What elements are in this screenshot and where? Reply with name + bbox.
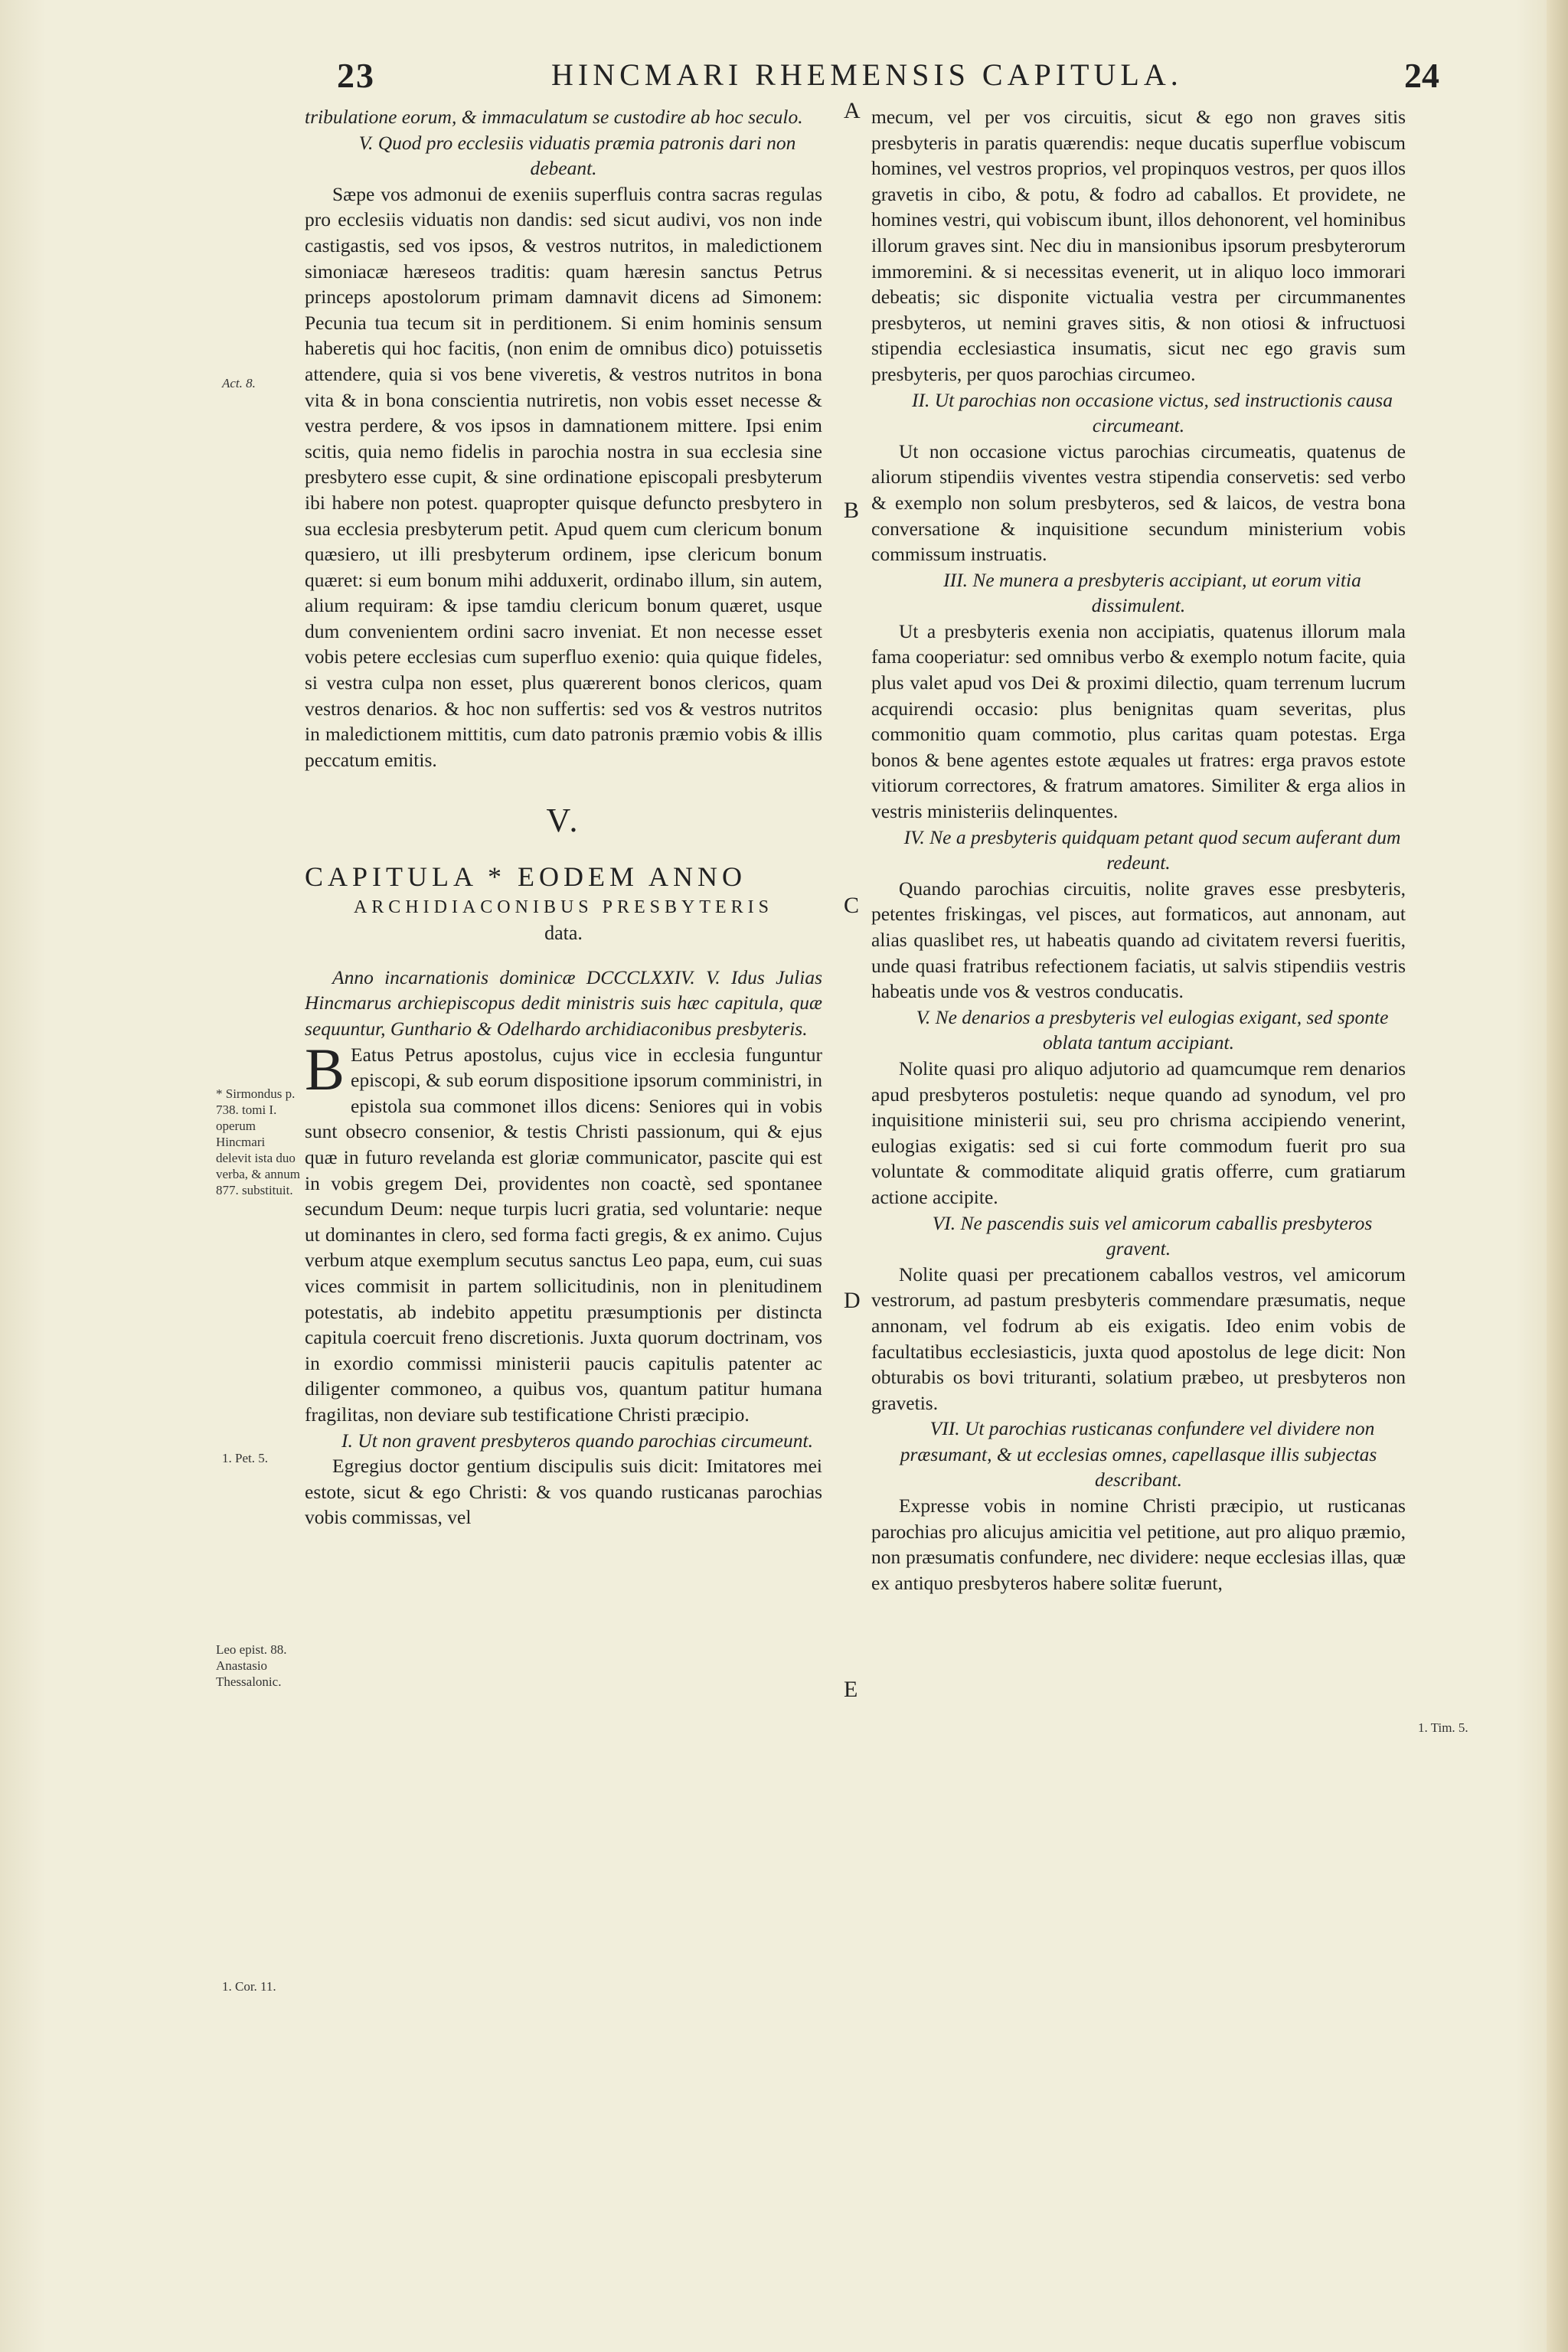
chapter-subtitle-data: data. xyxy=(544,922,583,945)
rubric-heading: V. Quod pro ecclesiis viduatis præmia patronis dari non debeant. xyxy=(358,131,796,180)
paragraph: Expresse vobis in nomine Christi præcipio, ut rusticanas parochias pro alicujus amicitia vel petitione, aut pro aliquo præmio, non præsumatis confundere, nec dividere: neque ecclesias illas, quæ ex antiquo presbyteros habere solitæ fuerunt, xyxy=(871,1494,1406,1594)
left-column xyxy=(305,104,822,2309)
page-edge xyxy=(1547,0,1568,2352)
rubric-heading: VII. Ut parochias rusticanas confundere vel dividere non præsumant, & ut ecclesias omnes, capellasque illis subjectas describant. xyxy=(900,1417,1377,1491)
page-number-right: 24 xyxy=(1404,56,1439,95)
paragraph: Nolite quasi per precationem caballos vestros, vel amicorum vestrorum, ad pastum presbyteris commendare præsumatis, neque annonam, vel fodrum ab eis exigatis. Ideo enim vobis de facultatibus ecclesiasticis, juxta quod apostolus de lege dicit: Non obturabis os bovi trituranti, solatium præbeo, ut presbyteros non gravetis. xyxy=(871,1263,1406,1414)
paragraph: Ut a presbyteris exenia non accipiatis, quatenus illorum mala fama cooperiatur: sed omnibus verbo & exemplo notum facite, quia plus valet apud vos Dei & proximi dilectio, quam terrenum lucrum acquirendi occasio: plus benignitas quam severitas, plus commonitio quam commotio, plus caritas quam potestas. Erga bonos & bene agentes estote æquales ut fratres: erga pravos estote vitiorum correctores, & fratrum amatores. Similiter & erga alios in vestris ministeriis delinquentes. xyxy=(871,619,1406,823)
rubric-heading: II. Ut parochias non occasione victus, sed instructionis causa circumeant. xyxy=(912,388,1393,437)
section-letter-c: C xyxy=(844,893,860,918)
rubric-heading: VI. Ne pascendis suis vel amicorum caballis presbyteros gravent. xyxy=(932,1211,1373,1260)
paragraph xyxy=(305,1035,822,1428)
paragraph: Ut non occasione victus parochias circumeatis, quatenus de aliorum stipendiis viventes vestra stipendia conservetis: sed verbo & exemplo non solum presbyteros, sed & laicos, de vestra bona conversatione & inquisitione secundum ministerium vobis commissum instruatis. xyxy=(871,439,1406,566)
rubric-heading: V. Ne denarios a presbyteris vel eulogias exigant, sed sponte oblata tantum accipiant. xyxy=(916,1005,1389,1054)
margin-note-peter: 1. Pet. 5. xyxy=(222,1451,268,1465)
page-number-left: 23 xyxy=(337,56,375,95)
paragraph: Nolite quasi pro aliquo adjutorio ad quamcumque rem denarios apud presbyteros postuletis: neque quando ad synodum, vel pro inquisitione ministerii sui, seu pro chrisma accipiendo venerint, eulogias exigatis: sed si cui forte commodum fuerit pro sua voluntate & commoditate aliquid gratis offerre, cum gratiarum actione accipite. xyxy=(871,1057,1406,1208)
chapter-subtitle: ARCHIDIACONIBUS PRESBYTERIS xyxy=(353,897,774,917)
page-header xyxy=(337,55,1439,104)
section-letter-b: B xyxy=(844,498,860,523)
rubric-heading: IV. Ne a presbyteris quidquam petant quod secum auferant dum redeunt. xyxy=(903,825,1401,874)
right-column xyxy=(871,104,1406,2309)
section-letter-e: E xyxy=(844,1677,858,1702)
paragraph: Egregius doctor gentium discipulis suis dicit: Imitatores mei estote, sicut & ego Christi: & vos quando rusticanas parochias vobis commissas, vel xyxy=(305,1455,822,1529)
margin-note-cor: 1. Cor. 11. xyxy=(222,1979,276,1994)
section-letter-a: A xyxy=(844,98,861,123)
margin-note-tim: 1. Tim. 5. xyxy=(1418,1720,1468,1735)
paragraph: mecum, vel per vos circuitis, sicut & ego non graves sitis presbyteris in paratis quærendis: neque ducatis superflue vobiscum homines, vel vestros proprios, vel propinquos vestros, per quos illos gravetis in cibo, & potu, & fodro ad caballos. Et providete, ne homines vestri, qui vobiscum ibunt, illos dehonorent, vel hominibus illorum graves sint. Nec diu in mansionibus ipsorum presbyterorum immoremini. & si necessitas evenerit, ut in aliquo loco immorari debeatis; sic disponite victualia vestra per circummanentes presbyteros, ut nemini graves sitis, & non otiosi & infructuosi stipendia ecclesiastica insumatis, sicut nec ego gravis sum presbyteris, per quos parochias circumeo. xyxy=(871,106,1406,385)
paragraph-text: Eatus Petrus apostolus, cujus vice in ecclesia funguntur episcopi, & sub eorum dispositione ipsorum comministri, in epistola sua commonet illos dicens: Seniores qui in vobis sunt obsecro consenior, & testis Christi passionum, qui & ejus quæ in futuro revelanda est gloriæ communicator, pascite qui est in vobis gregem Dei, providentes non coactè, sed spontanee secundum Deum: neque turpis lucri gratia, sed voluntarie: neque ut dominantes in clero, sed forma facti gregis, & ex animo. Cujus verbum atque exemplum secutus sanctus Leo papa, eum, cui suas vices commisit in partem sollicitudinis, non in plenitudinem potestatis, ab indebito appetitu præsumptionis per distincta capitula coercuit freno discretionis. Juxta quorum doctrinam, vos in exordio commissi ministerii paucis capitulis patenter ac diligenter commoneo, a quibus vos, quantum patitur humana fragilitas, non deviare sub testificatione Christi præcipio. xyxy=(305,1043,822,1426)
dating-clause: Anno incarnationis dominicæ DCCCLXXIV. V. Idus Julias Hincmarus archiepiscopus dedit ministris suis hæc capitula, quæ sequuntur, Gunthario & Odelhardo archidiaconibus presbyteris. xyxy=(305,965,822,1040)
running-title: HINCMARI RHEMENSIS CAPITULA. xyxy=(551,57,1183,92)
margin-note-sirmond: * Sirmondus p. 738. tomi I. operum Hincmari delevit ista duo verba, & annum 877. substituit. xyxy=(216,1086,300,1197)
margin-note-leo: Leo epist. 88. Anastasio Thessalonic. xyxy=(216,1642,287,1689)
margin-note-acts: Act. 8. xyxy=(222,376,256,390)
chapter-numeral: V. xyxy=(546,802,581,840)
paragraph: Sæpe vos admonui de exeniis superfluis contra sacras regulas pro ecclesiis viduatis non dandis: sed sicut audivi, vos non inde castigastis, sed vos ipsos, & vestros nutritos, in maledictionem simoniacæ hæreseos traditis: quam hæresin sanctus Petrus princeps apostolorum primam damnavit dicens ad Simonem: Pecunia tua tecum sit in perditionem. Si enim hominis sensum haberetis qui hoc facitis, (non enim de omnibus dico) potuissetis attendere, quia si vos bene viveretis, & vestros nutritos in bona vita & in bona conscientia nutriretis, non vobis esset necesse & vestra perdere, & vos ipsos in damnationem mittere. Ipsi enim scitis, quia nemo fidelis in parochia nostra in sua ecclesia sine presbytero esse cupit, & sine ordinatione episcopali presbyterum ibi habere non potest. quapropter quisque defuncto presbytero in sua ecclesia presbyterum petit. Apud quem cum clericum bonum quæsiero, ut illi presbyterum ordinem, ipse clericum bonum quæret: si eum bonum mihi adduxerit, ordinabo illum, sin autem, alium requiram: & ipse tamdiu clericum bonum quæret, usque dum convenientem ordini sacro inveniat. Et non necesse esset vobis petere ecclesias cum superfluo exenio: quia quique fideles, si vestra culpa non esset, plus quærerent bonos clericos, quam vestros denarios. & hoc non suffertis: sed vos & vestros nutritos in maledictionem mittitis, cum dato patronis præmio vobis & illis peccatum emitis. xyxy=(305,182,822,771)
drop-cap: B xyxy=(305,1035,345,1102)
rubric-heading: I. Ut non gravent presbyteros quando parochias circumeunt. xyxy=(341,1429,813,1452)
chapter-title: CAPITULA * EODEM ANNO xyxy=(305,861,747,893)
paragraph: Quando parochias circuitis, nolite graves esse presbyteris, petentes friskingas, vel pisces, aut formaticos, aut annonam, aut alias quaslibet res, ut habeatis quando ad civitatem reversi fueritis, unde quasi fratribus refectionem faciatis, ut salvis stipendiis vestris habeatis unde vos & vestros conducatis. xyxy=(871,877,1406,1003)
section-letter-d: D xyxy=(844,1288,861,1313)
rubric-heading: III. Ne munera a presbyteris accipiant, ut eorum vitia dissimulent. xyxy=(943,568,1361,617)
paragraph: tribulatione eorum, & immaculatum se custodire ab hoc seculo. xyxy=(305,106,803,128)
